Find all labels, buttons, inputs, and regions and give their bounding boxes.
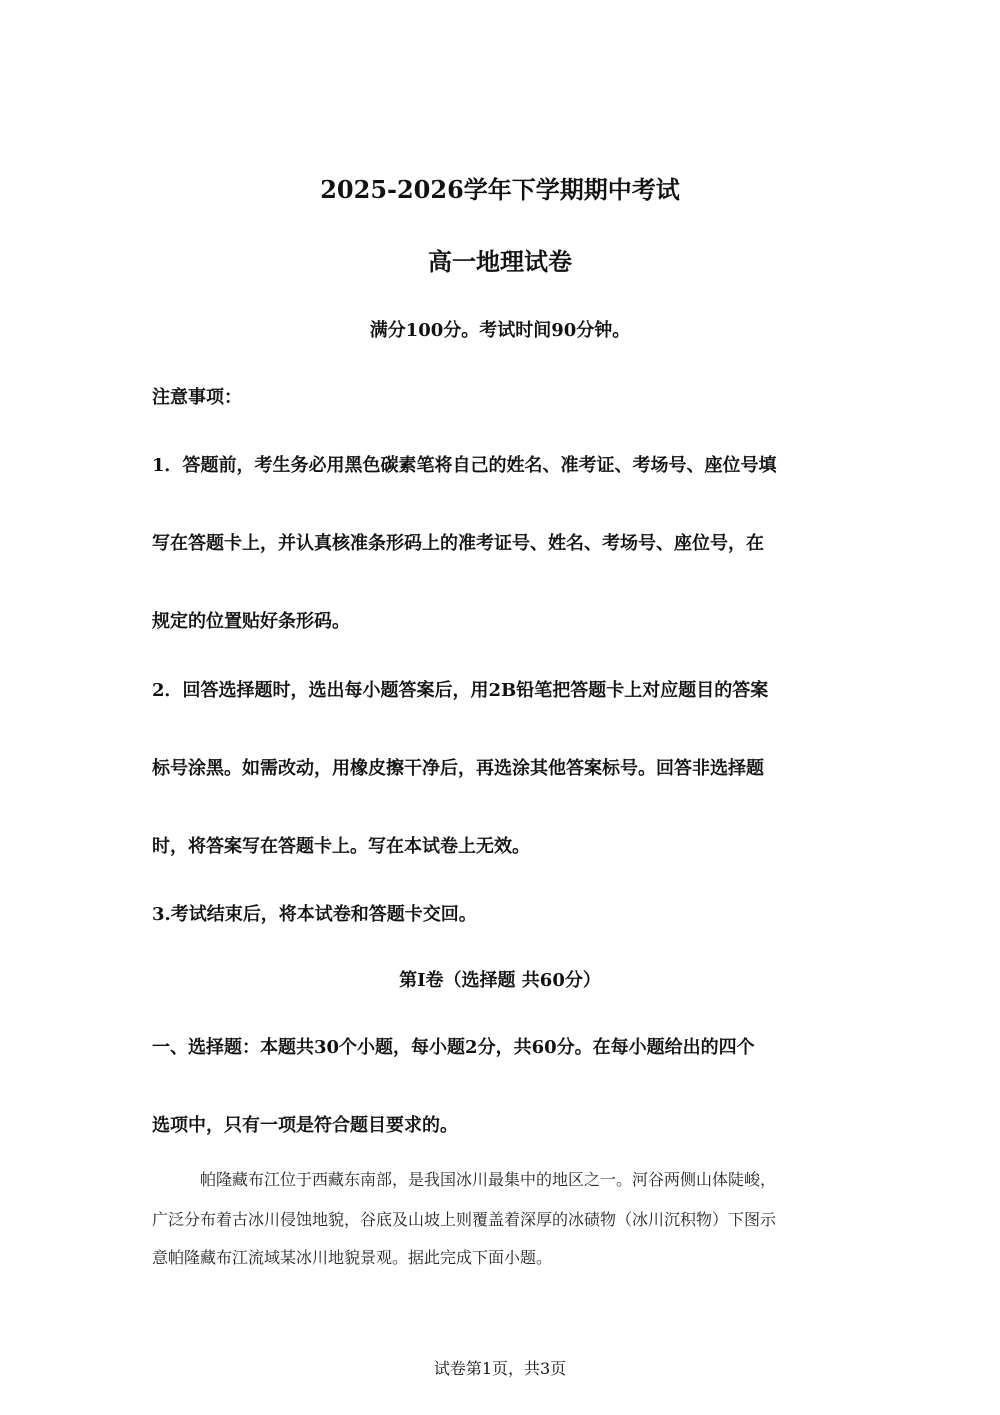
exam-title: 2025-2026学年下学期期中考试 [320, 175, 680, 204]
page-footer: 试卷第1页，共3页 [433, 1359, 567, 1378]
section-1-instruction-line-1: 一、选择题：本题共30个小题，每小题2分，共60分。在每小题给出的四个 [152, 1037, 755, 1058]
notice-item-2-line-1: 2．回答选择题时，选出每小题答案后，用2B铅笔把答题卡上对应题目的答案 [152, 680, 769, 701]
passage-line-1: 帕隆藏布江位于西藏东南部，是我国冰川最集中的地区之一。河谷两侧山体陡峻， [200, 1170, 777, 1189]
notice-item-2-line-3: 时，将答案写在答题卡上。写在本试卷上无效。 [152, 836, 530, 857]
passage-line-2: 广泛分布着古冰川侵蚀地貌，谷底及山坡上则覆盖着深厚的冰碛物（冰川沉积物）下图示 [152, 1210, 777, 1229]
section-1-instruction-line-2: 选项中，只有一项是符合题目要求的。 [152, 1115, 458, 1136]
notice-heading: 注意事项： [152, 387, 242, 408]
notice-item-1-line-3: 规定的位置贴好条形码。 [152, 611, 350, 632]
section-1-heading: 第I卷（选择题 共60分） [399, 970, 601, 991]
score-time-info: 满分100分。考试时间90分钟。 [369, 320, 631, 341]
notice-item-1-line-2: 写在答题卡上，并认真核准条形码上的准考证号、姓名、考场号、座位号，在 [152, 533, 764, 554]
notice-item-2-line-2: 标号涂黑。如需改动，用橡皮擦干净后，再选涂其他答案标号。回答非选择题 [152, 758, 764, 779]
notice-item-3: 3.考试结束后，将本试卷和答题卡交回。 [152, 904, 477, 925]
passage-line-3: 意帕隆藏布江流域某冰川地貌景观。据此完成下面小题。 [152, 1248, 553, 1267]
notice-item-1-line-1: 1．答题前，考生务必用黑色碳素笔将自己的姓名、准考证、考场号、座位号填 [152, 455, 777, 476]
exam-subject: 高一地理试卷 [428, 247, 572, 276]
